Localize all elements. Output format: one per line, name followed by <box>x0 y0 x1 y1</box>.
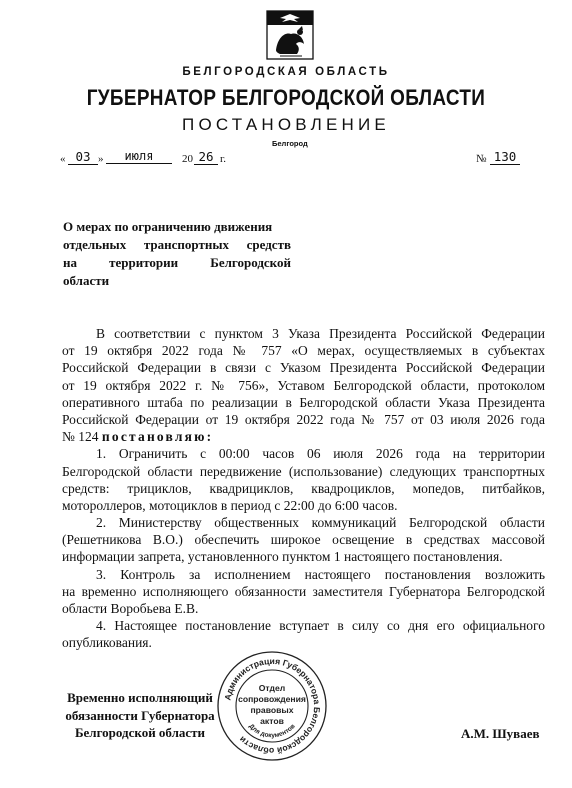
clause-2-line: 2. Министерству общественных коммуникаций Белгородской области <box>96 515 545 531</box>
stamp-center-line: актов <box>260 716 284 726</box>
body-line: оперативного штаба по реализации в Белгородской области Указа Президента <box>62 394 545 410</box>
clause-3-line: 3. Контроль за исполнением настоящего постановления возложить <box>96 566 545 582</box>
region-name: БЕЛГОРОДСКАЯ ОБЛАСТЬ <box>182 66 390 78</box>
signatory-position <box>60 689 220 742</box>
clause-1-line: 1. Ограничить с 00:00 часов 06 июля 2026 года на территории <box>96 446 545 462</box>
clause-2-line: (Решетникова В.О.) обеспечить широкое освещение в средствах массовой <box>62 532 545 548</box>
date-year-prefix: 20 <box>182 153 193 165</box>
signatory-line: Временно исполняющий <box>67 690 213 705</box>
clause-3-line: области Воробьева Е.В. <box>62 601 199 616</box>
document-type: ПОСТАНОВЛЕНИЕ <box>182 115 390 134</box>
body-line: от 19 октября 2022 г. № 756», Уставом Белгородской области, протоколом <box>62 377 545 393</box>
date-month: июля <box>106 149 172 164</box>
coat-of-arms-icon <box>266 10 314 60</box>
date-year-mark: г. <box>220 153 227 165</box>
stamp-center-line: Отдел <box>258 683 286 693</box>
body-line: от 19 октября 2022 года № 757 «О мерах, осуществляемых в субъектах <box>62 343 545 359</box>
subject-line: отдельных транспортных средств <box>63 237 291 252</box>
resolve-word: постановляю: <box>101 429 214 445</box>
body-line: Российской Федерации от 19 октября 2022 года № 757 от 03 июля 2026 года <box>62 411 545 427</box>
clause-3-line: на временно исполняющего обязанности заместителя Губернатора Белгородской <box>62 583 545 599</box>
stamp-center-line: сопровождения <box>238 694 306 704</box>
resolution-number: № 124 <box>62 429 99 445</box>
issuer-title: ГУБЕРНАТОР БЕЛГОРОДСКОЙ ОБЛАСТИ <box>86 85 486 110</box>
subject-line: на территории Белгородской <box>63 255 291 270</box>
document-body <box>62 325 545 652</box>
document-subject <box>63 218 291 290</box>
clause-4-line: 4. Настоящее постановление вступает в силу со дня его официального <box>96 618 545 634</box>
date-year-suffix: 26 <box>194 149 218 165</box>
clause-4-line: опубликования. <box>62 635 152 651</box>
stamp-ring-text: Администрация Губернатора Белгородской области <box>222 655 323 757</box>
number-label: № <box>476 153 487 165</box>
date-day: 03 <box>68 149 98 165</box>
document-number: 130 <box>490 149 520 165</box>
date-number-row <box>60 149 520 167</box>
city-name: Белгород <box>272 139 308 148</box>
subject-line: О мерах по ограничению движения <box>63 219 273 234</box>
subject-line: области <box>63 273 110 288</box>
body-line <box>62 428 545 445</box>
signatory-line: обязанности Губернатора <box>65 707 215 723</box>
office-stamp <box>214 648 330 764</box>
clause-1-line: средств: трициклов, квадрициклов, квадроциклов, мопедов, питбайков, <box>62 480 545 496</box>
signatory-line: Белгородской области <box>74 725 206 740</box>
date-quote-open: « <box>60 153 66 165</box>
body-line: Российской Федерации в связи с Указом Президента Российской Федерации <box>62 360 545 376</box>
date-quote-close: » <box>98 153 104 165</box>
stamp-center-line: правовых <box>250 705 294 715</box>
signatory-name: А.М. Шуваев <box>461 726 540 741</box>
clause-1-line: Белгородской области передвижение (использование) следующих транспортных <box>62 463 545 479</box>
stamp-bottom-text: Для документов <box>247 722 297 740</box>
clause-2-line: информации запрета, установленного пунктом 1 настоящего постановления. <box>62 549 503 565</box>
body-line: В соответствии с пунктом 3 Указа Президента Российской Федерации <box>96 326 545 341</box>
clause-1-line: мотороллеров, мотоциклов в период с 22:00 до 6:00 часов. <box>62 497 398 513</box>
